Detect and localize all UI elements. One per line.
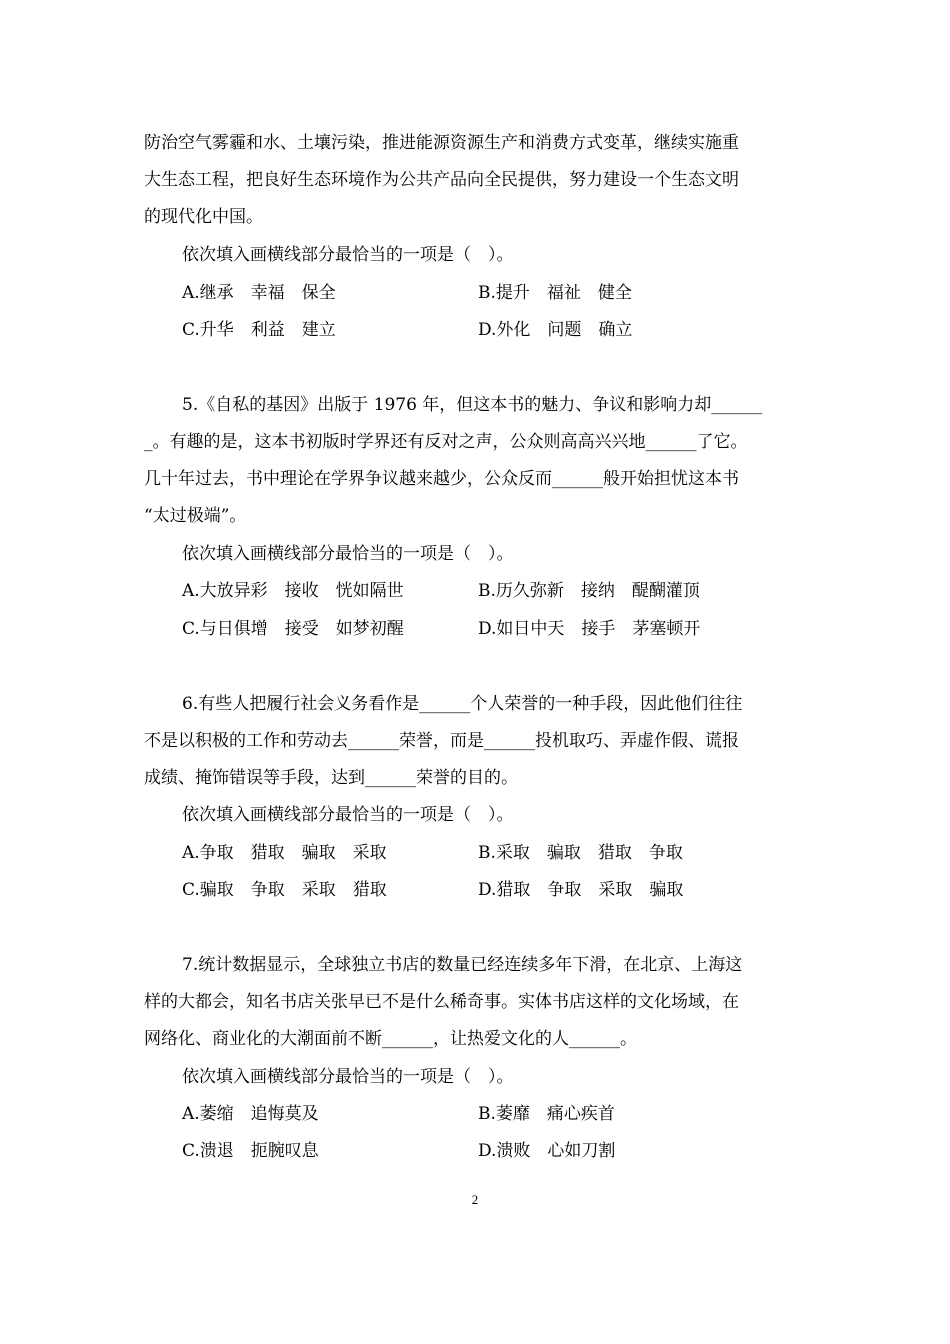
question-6-line: 不是以积极的工作和劳动去______荣誉，而是______投机取巧、弄虚作假、谎报 <box>144 731 739 751</box>
question-5-line: “太过极端”。 <box>144 506 247 526</box>
question-6-line: 6.有些人把履行社会义务看作是______个人荣誉的一种手段，因此他们往往 <box>182 694 743 714</box>
option-d: D.猎取 争取 采取 骗取 <box>478 880 684 900</box>
question-7-line: 网络化、商业化的大潮面前不断______，让热爱文化的人______。 <box>144 1029 637 1049</box>
question-prompt: 依次填入画横线部分最恰当的一项是（ ）。 <box>182 544 514 564</box>
question-5-line: 几十年过去，书中理论在学界争议越来越少，公众反而______般开始担忧这本书 <box>144 469 739 489</box>
question-5-line: _。有趣的是，这本书初版时学界还有反对之声，公众则高高兴兴地______了它。 <box>144 432 748 452</box>
option-b: B.历久弥新 接纳 醍醐灌顶 <box>478 581 700 601</box>
option-a: A.继承 幸福 保全 <box>182 283 336 303</box>
option-b: B.采取 骗取 猎取 争取 <box>478 843 683 863</box>
question-7-line: 7.统计数据显示，全球独立书店的数量已经连续多年下滑，在北京、上海这 <box>182 955 743 975</box>
option-b: B.萎靡 痛心疾首 <box>478 1104 615 1124</box>
question-7-line: 样的大都会，知名书店关张早已不是什么稀奇事。实体书店这样的文化场域，在 <box>144 992 739 1012</box>
option-a: A.争取 猎取 骗取 采取 <box>182 843 387 863</box>
question-5-line: 5.《自私的基因》出版于 1976 年，但这本书的魅力、争议和影响力却______ <box>182 395 763 415</box>
paragraph-line: 大生态工程，把良好生态环境作为公共产品向全民提供，努力建设一个生态文明 <box>144 170 739 190</box>
option-c: C.溃退 扼腕叹息 <box>182 1141 319 1161</box>
question-6-line: 成绩、掩饰错误等手段，达到______荣誉的目的。 <box>144 768 518 788</box>
option-c: C.升华 利益 建立 <box>182 320 336 340</box>
question-prompt: 依次填入画横线部分最恰当的一项是（ ）。 <box>182 1067 514 1087</box>
option-c: C.与日俱增 接受 如梦初醒 <box>182 619 404 639</box>
option-b: B.提升 福祉 健全 <box>478 283 632 303</box>
question-prompt: 依次填入画横线部分最恰当的一项是（ ）。 <box>182 805 514 825</box>
option-c: C.骗取 争取 采取 猎取 <box>182 880 387 900</box>
option-d: D.溃败 心如刀割 <box>478 1141 616 1161</box>
option-d: D.如日中天 接手 茅塞顿开 <box>478 619 701 639</box>
option-a: A.萎缩 追悔莫及 <box>182 1104 319 1124</box>
option-a: A.大放异彩 接收 恍如隔世 <box>182 581 404 601</box>
question-prompt: 依次填入画横线部分最恰当的一项是（ ）。 <box>182 245 514 265</box>
page-number: 2 <box>471 1192 479 1207</box>
option-d: D.外化 问题 确立 <box>478 320 633 340</box>
paragraph-line: 的现代化中国。 <box>144 207 263 227</box>
paragraph-line: 防治空气雾霾和水、土壤污染，推进能源资源生产和消费方式变革，继续实施重 <box>144 133 739 153</box>
